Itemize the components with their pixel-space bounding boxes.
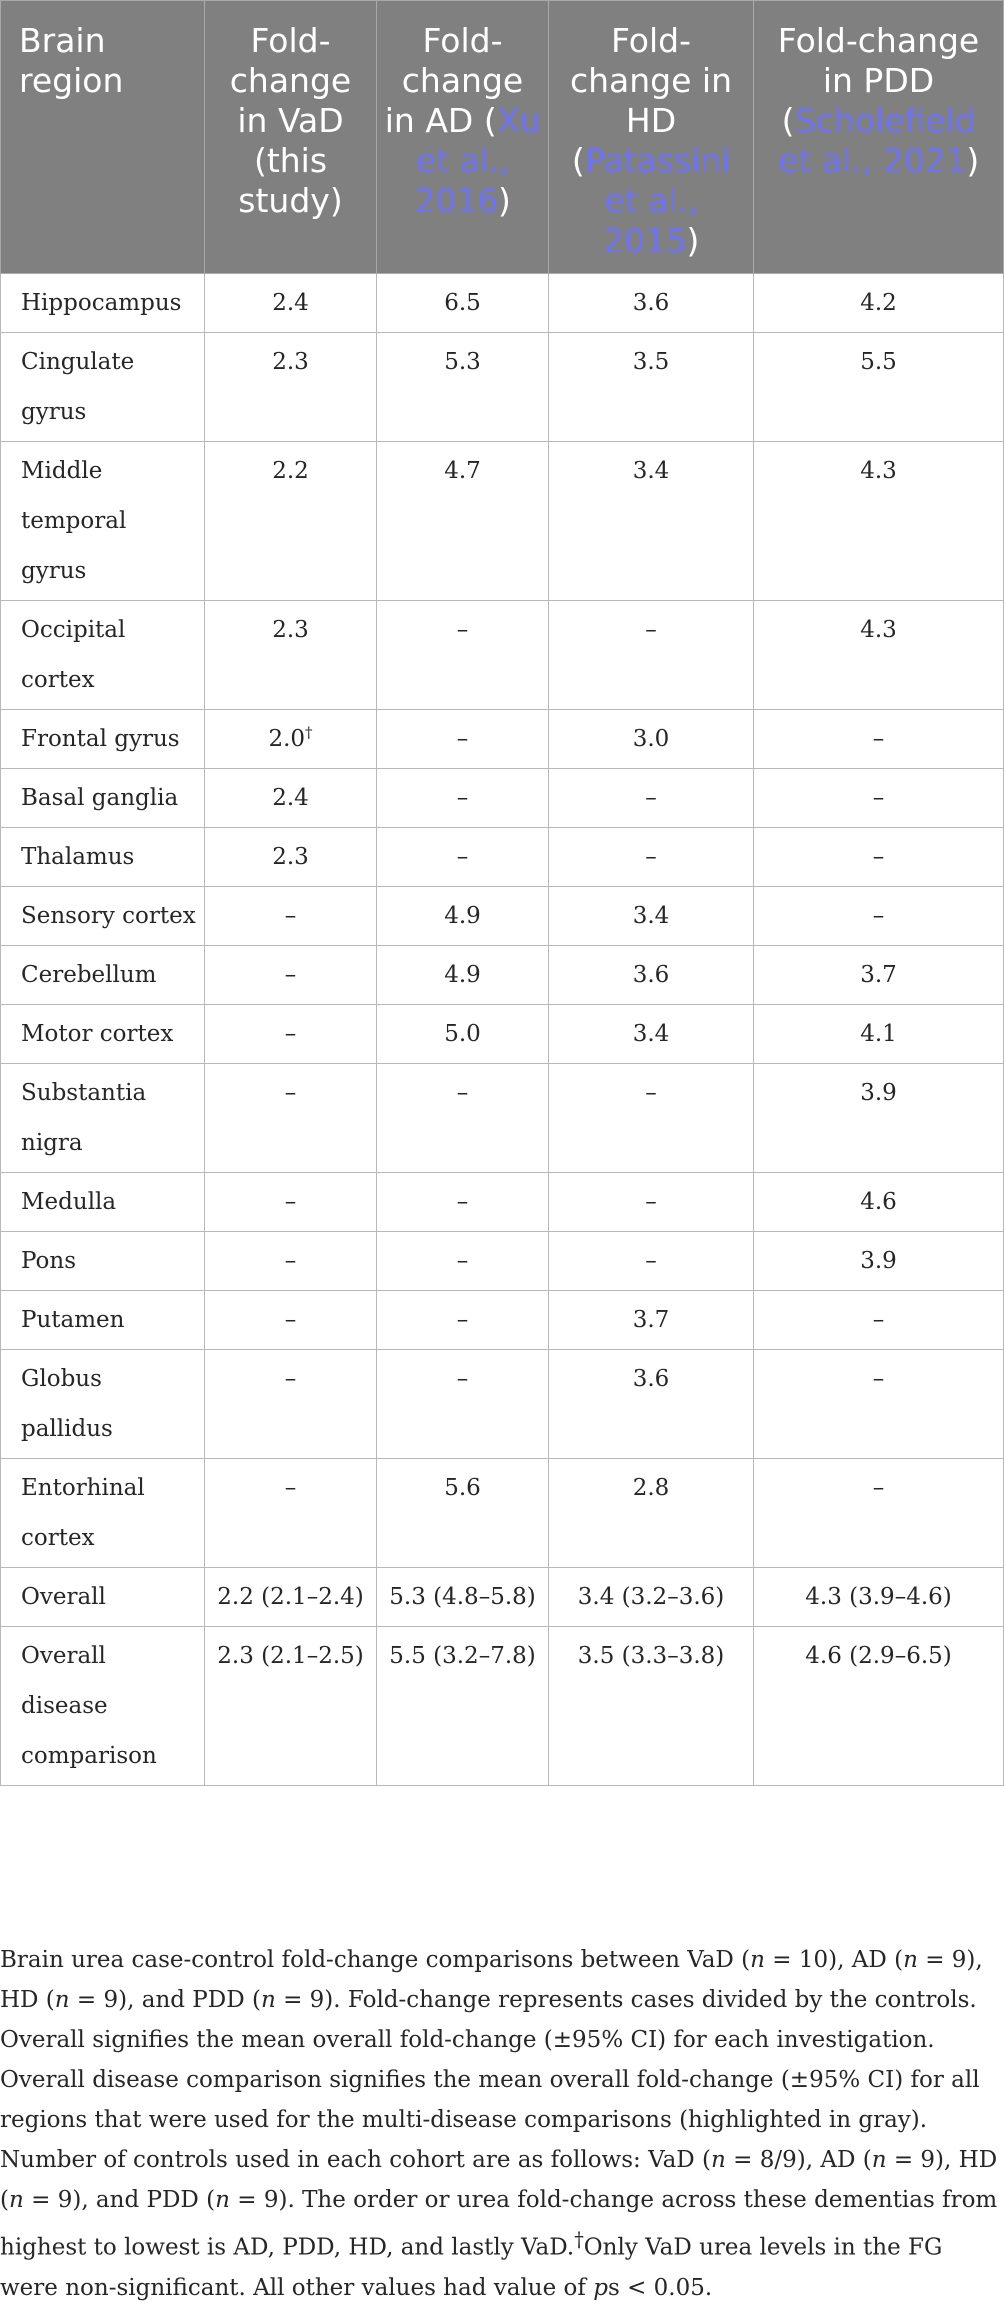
cell-hd: 3.6 xyxy=(549,946,754,1005)
header-hd-label: Fold-change in HD ( xyxy=(569,21,733,180)
table-row xyxy=(1,887,1004,946)
caption-n: n xyxy=(260,1987,276,2013)
cell-region: Middle temporal gyrus xyxy=(1,442,205,601)
cell-vad xyxy=(205,710,377,769)
caption-text: = 8/9), AD ( xyxy=(725,2147,872,2173)
cell-region: Cerebellum xyxy=(1,946,205,1005)
caption-text: Only VaD urea levels in the FG were non-significant. All other values had value of xyxy=(0,2234,943,2301)
cell-pdd: 3.7 xyxy=(754,946,1004,1005)
caption-n: n xyxy=(711,2147,726,2173)
header-pdd-close: ) xyxy=(966,141,980,180)
cell-ad: – xyxy=(377,828,549,887)
header-vad: Fold-change in VaD (this study) xyxy=(205,1,377,274)
caption-text: = 9). The order or urea fold-change across these dementias from highest to lowest is AD, PDD, HD, and lastly VaD. xyxy=(0,2187,998,2261)
table-row xyxy=(1,274,1004,333)
cell-pdd: – xyxy=(754,769,1004,828)
caption-n: n xyxy=(750,1947,765,1973)
cell-vad: – xyxy=(205,946,377,1005)
cell-ad: 5.3 xyxy=(377,333,549,442)
cell-region: Pons xyxy=(1,1232,205,1291)
table-row-overall xyxy=(1,1568,1004,1627)
cell-hd: 3.6 xyxy=(549,1350,754,1459)
table-row xyxy=(1,769,1004,828)
cell-pdd: – xyxy=(754,1291,1004,1350)
cell-region: Frontal gyrus xyxy=(1,710,205,769)
cell-vad: 2.2 (2.1–2.4) xyxy=(205,1568,377,1627)
cell-region: Basal ganglia xyxy=(1,769,205,828)
cell-region: Motor cortex xyxy=(1,1005,205,1064)
table-row xyxy=(1,601,1004,710)
header-pdd xyxy=(754,1,1004,274)
cell-region: Substantia nigra xyxy=(1,1064,205,1173)
cell-vad: – xyxy=(205,1459,377,1568)
cell-pdd: 4.2 xyxy=(754,274,1004,333)
caption-text: = 9), HD ( xyxy=(0,1947,983,2013)
table-caption xyxy=(0,1940,1000,2308)
table-row xyxy=(1,1173,1004,1232)
caption-p: p xyxy=(593,2274,608,2301)
cell-ad: – xyxy=(377,1232,549,1291)
table-row xyxy=(1,333,1004,442)
cell-hd: 3.5 (3.3–3.8) xyxy=(549,1627,754,1786)
table-row xyxy=(1,1005,1004,1064)
table-row xyxy=(1,946,1004,1005)
cell-hd: 3.7 xyxy=(549,1291,754,1350)
header-pdd-label: Fold-change in PDD ( xyxy=(777,21,980,140)
caption-n: n xyxy=(871,2147,887,2173)
caption-n: n xyxy=(54,1987,70,2013)
cell-hd: – xyxy=(549,601,754,710)
cell-ad: – xyxy=(377,1173,549,1232)
cell-hd: – xyxy=(549,1064,754,1173)
cell-vad: 2.3 xyxy=(205,601,377,710)
cell-pdd: 3.9 xyxy=(754,1064,1004,1173)
caption-text: = 9), and PDD ( xyxy=(69,1987,261,2013)
cell-ad: – xyxy=(377,710,549,769)
cell-region: Sensory cortex xyxy=(1,887,205,946)
cell-pdd: 4.1 xyxy=(754,1005,1004,1064)
cell-pdd: 4.6 (2.9–6.5) xyxy=(754,1627,1004,1786)
cell-pdd: – xyxy=(754,710,1004,769)
cell-hd: 3.4 (3.2–3.6) xyxy=(549,1568,754,1627)
header-ad-label: Fold-change in AD ( xyxy=(384,21,524,140)
caption-n: n xyxy=(903,1947,918,1973)
header-hd xyxy=(549,1,754,274)
cell-ad: 5.3 (4.8–5.8) xyxy=(377,1568,549,1627)
table-row xyxy=(1,1291,1004,1350)
cell-ad: – xyxy=(377,1350,549,1459)
cell-ad: 4.7 xyxy=(377,442,549,601)
cell-region: Cingulate gyrus xyxy=(1,333,205,442)
cell-ad: 4.9 xyxy=(377,946,549,1005)
cell-region: Medulla xyxy=(1,1173,205,1232)
cell-vad: – xyxy=(205,887,377,946)
cell-region: Globus pallidus xyxy=(1,1350,205,1459)
cell-pdd: 4.3 xyxy=(754,442,1004,601)
cell-ad: – xyxy=(377,1291,549,1350)
table-row-overall-disease-comparison xyxy=(1,1627,1004,1786)
cell-hd: – xyxy=(549,769,754,828)
caption-text: Brain urea case-control fold-change comparisons between VaD ( xyxy=(0,1947,751,1973)
caption-n: n xyxy=(215,2187,230,2213)
caption-text: = 9), HD ( xyxy=(0,2147,998,2213)
cell-vad: – xyxy=(205,1005,377,1064)
caption-text: = 10), AD ( xyxy=(764,1947,904,1973)
cell-pdd: – xyxy=(754,1350,1004,1459)
cell-pdd: – xyxy=(754,887,1004,946)
cell-region: Hippocampus xyxy=(1,274,205,333)
header-brain-region: Brain region xyxy=(1,1,205,274)
cell-hd: 3.4 xyxy=(549,887,754,946)
header-ad xyxy=(377,1,549,274)
cell-vad: – xyxy=(205,1064,377,1173)
cell-hd: – xyxy=(549,1173,754,1232)
cell-vad: 2.3 (2.1–2.5) xyxy=(205,1627,377,1786)
cell-hd: 3.0 xyxy=(549,710,754,769)
cell-region: Putamen xyxy=(1,1291,205,1350)
header-hd-close: ) xyxy=(686,221,700,260)
table-row xyxy=(1,1064,1004,1173)
cell-vad: – xyxy=(205,1173,377,1232)
caption-dagger: † xyxy=(574,2228,584,2251)
cell-pdd: 3.9 xyxy=(754,1232,1004,1291)
reference-link-xu-2016[interactable]: Xu et al., 2016 xyxy=(414,101,541,220)
cell-vad: – xyxy=(205,1232,377,1291)
cell-ad: 4.9 xyxy=(377,887,549,946)
cell-vad: – xyxy=(205,1350,377,1459)
table-row xyxy=(1,1232,1004,1291)
cell-hd: 3.5 xyxy=(549,333,754,442)
cell-hd: 3.4 xyxy=(549,1005,754,1064)
table-header-row xyxy=(1,1,1004,274)
cell-ad: 5.6 xyxy=(377,1459,549,1568)
caption-text: = 9). Fold-change represents cases divided by the controls. Overall signifies the mean overall fold-change (±95% CI) for each investigation. Overall disease comparison signifies the mean overall fold-change (±95% CI) for all regions that were used for the multi-disease comparisons (highlighted in gray). Number of controls used in each cohort are as follows: VaD ( xyxy=(0,1987,980,2173)
cell-vad: – xyxy=(205,1291,377,1350)
dagger-footnote-mark: † xyxy=(305,723,313,742)
table-row xyxy=(1,828,1004,887)
table-row xyxy=(1,1459,1004,1568)
cell-pdd: 4.3 xyxy=(754,601,1004,710)
cell-hd: – xyxy=(549,828,754,887)
table-row xyxy=(1,710,1004,769)
cell-hd: 3.6 xyxy=(549,274,754,333)
cell-ad: – xyxy=(377,601,549,710)
cell-hd: 3.4 xyxy=(549,442,754,601)
cell-hd: 2.8 xyxy=(549,1459,754,1568)
cell-region: Overall disease comparison xyxy=(1,1627,205,1786)
cell-hd: – xyxy=(549,1232,754,1291)
cell-pdd: 5.5 xyxy=(754,333,1004,442)
cell-ad: 5.5 (3.2–7.8) xyxy=(377,1627,549,1786)
header-ad-close: ) xyxy=(498,181,511,220)
cell-vad: 2.4 xyxy=(205,769,377,828)
reference-link-scholefield-2021[interactable]: Scholefield et al., 2021 xyxy=(777,101,976,180)
cell-vad: 2.4 xyxy=(205,274,377,333)
reference-link-patassini-2015[interactable]: Patassini et al., 2015 xyxy=(584,141,731,260)
cell-vad: 2.3 xyxy=(205,333,377,442)
table-row xyxy=(1,1350,1004,1459)
cell-region: Overall xyxy=(1,1568,205,1627)
cell-vad-value: 2.0 xyxy=(268,726,306,752)
cell-ad: – xyxy=(377,1064,549,1173)
caption-n: n xyxy=(8,2187,24,2213)
cell-ad: 5.0 xyxy=(377,1005,549,1064)
caption-text: s < 0.05. xyxy=(607,2274,713,2301)
cell-pdd: 4.3 (3.9–4.6) xyxy=(754,1568,1004,1627)
cell-region: Entorhinal cortex xyxy=(1,1459,205,1568)
cell-ad: – xyxy=(377,769,549,828)
table-row xyxy=(1,442,1004,601)
cell-pdd: – xyxy=(754,1459,1004,1568)
cell-pdd: 4.6 xyxy=(754,1173,1004,1232)
cell-region: Occipital cortex xyxy=(1,601,205,710)
cell-pdd: – xyxy=(754,828,1004,887)
cell-vad: 2.2 xyxy=(205,442,377,601)
cell-region: Thalamus xyxy=(1,828,205,887)
cell-ad: 6.5 xyxy=(377,274,549,333)
cell-vad: 2.3 xyxy=(205,828,377,887)
caption-text: = 9), and PDD ( xyxy=(23,2187,216,2213)
